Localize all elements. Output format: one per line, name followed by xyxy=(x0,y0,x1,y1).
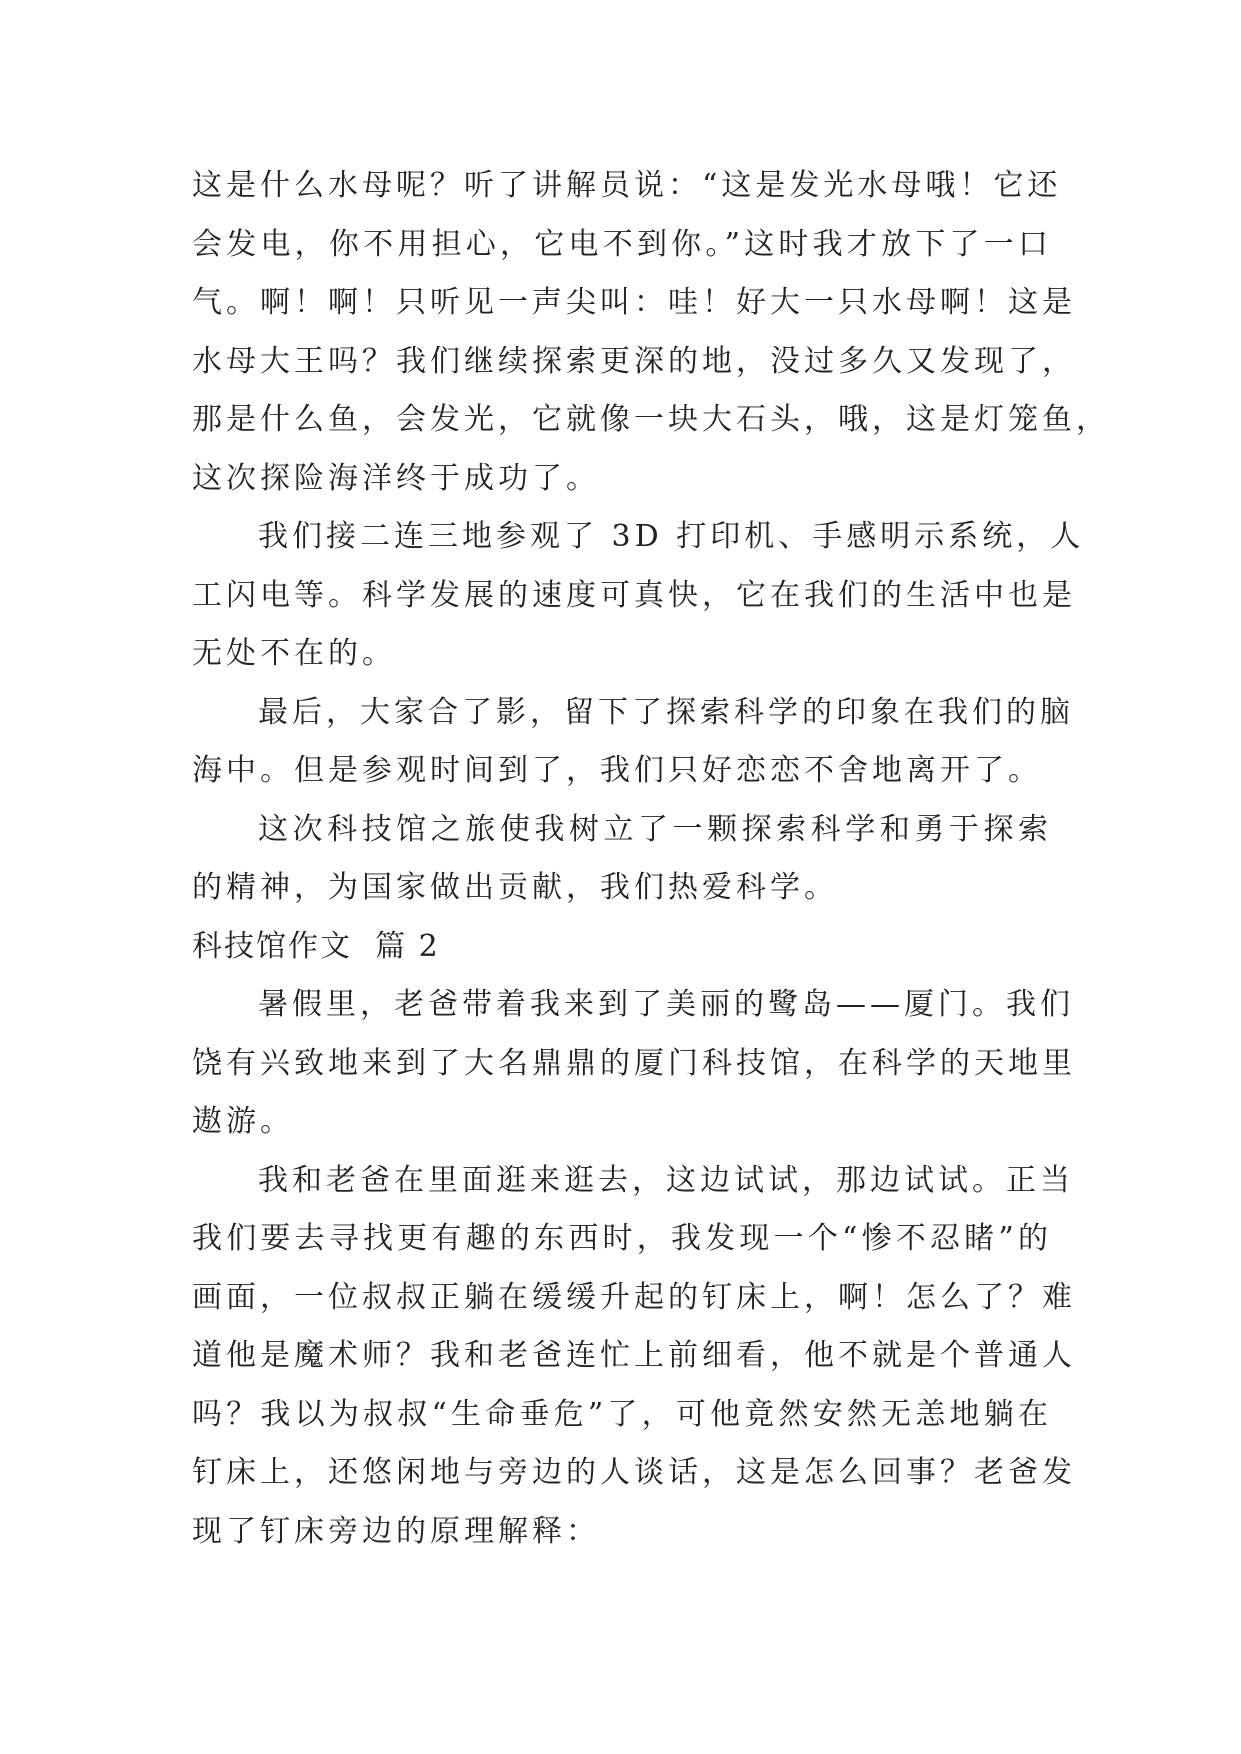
text-line: 这是什么水母呢？听了讲解员说：“这是发光水母哦！它还 xyxy=(192,168,1062,203)
text-line: 会发电，你不用担心，它电不到你。”这时我才放下了一口 xyxy=(192,226,1052,262)
text-line: 海中。但是参观时间到了，我们只好恋恋不舍地离开了。 xyxy=(192,753,1042,788)
text-line: 这次探险海洋终于成功了。 xyxy=(192,460,600,496)
text-line: 吗？我以为叔叔“生命垂危”了，可他竟然安然无恙地躺在 xyxy=(192,1396,1052,1432)
text-line: 无处不在的。 xyxy=(192,636,396,671)
paragraph-first-line: 我们接二连三地参观了 3D 打印机、手感明示系统，人 xyxy=(258,519,1085,554)
text-line: 水母大王吗？我们继续探索更深的地，没过多久又发现了， xyxy=(192,343,1076,379)
text-line: 气。啊！啊！只听见一声尖叫：哇！好大一只水母啊！这是 xyxy=(192,285,1076,320)
text-line: 遨游。 xyxy=(192,1104,294,1139)
text-line: 那是什么鱼，会发光，它就像一块大石头，哦，这是灯笼鱼， xyxy=(192,402,1110,437)
text-line: 饶有兴致地来到了大名鼎鼎的厦门科技馆，在科学的天地里 xyxy=(192,1045,1076,1081)
text-line: 画面，一位叔叔正躺在缓缓升起的钉床上，啊！怎么了？难 xyxy=(192,1279,1076,1315)
document-body xyxy=(192,157,1110,1561)
text-line: 现了钉床旁边的原理解释： xyxy=(192,1513,600,1549)
paragraph-first-line: 暑假里，老爸带着我来到了美丽的鹭岛——厦门。我们 xyxy=(258,987,1074,1022)
paragraph-first-line: 这次科技馆之旅使我树立了一颗探索科学和勇于探索 xyxy=(258,811,1052,847)
text-line: 道他是魔术师？我和老爸连忙上前细看，他不就是个普通人 xyxy=(192,1338,1076,1373)
paragraph-first-line: 我和老爸在里面逛来逛去，这边试试，那边试试。正当 xyxy=(258,1162,1074,1198)
text-line: 工闪电等。科学发展的速度可真快，它在我们的生活中也是 xyxy=(192,577,1076,613)
text-line: 的精神，为国家做出贡献，我们热爱科学。 xyxy=(192,870,838,905)
text-line: 钉床上，还悠闲地与旁边的人谈话，这是怎么回事？老爸发 xyxy=(192,1455,1076,1490)
section-heading: 科技馆作文 篇 2 xyxy=(192,928,440,964)
paragraph-first-line: 最后，大家合了影，留下了探索科学的印象在我们的脑 xyxy=(258,694,1074,730)
text-line: 我们要去寻找更有趣的东西时，我发现一个“惨不忍睹”的 xyxy=(192,1221,1052,1256)
